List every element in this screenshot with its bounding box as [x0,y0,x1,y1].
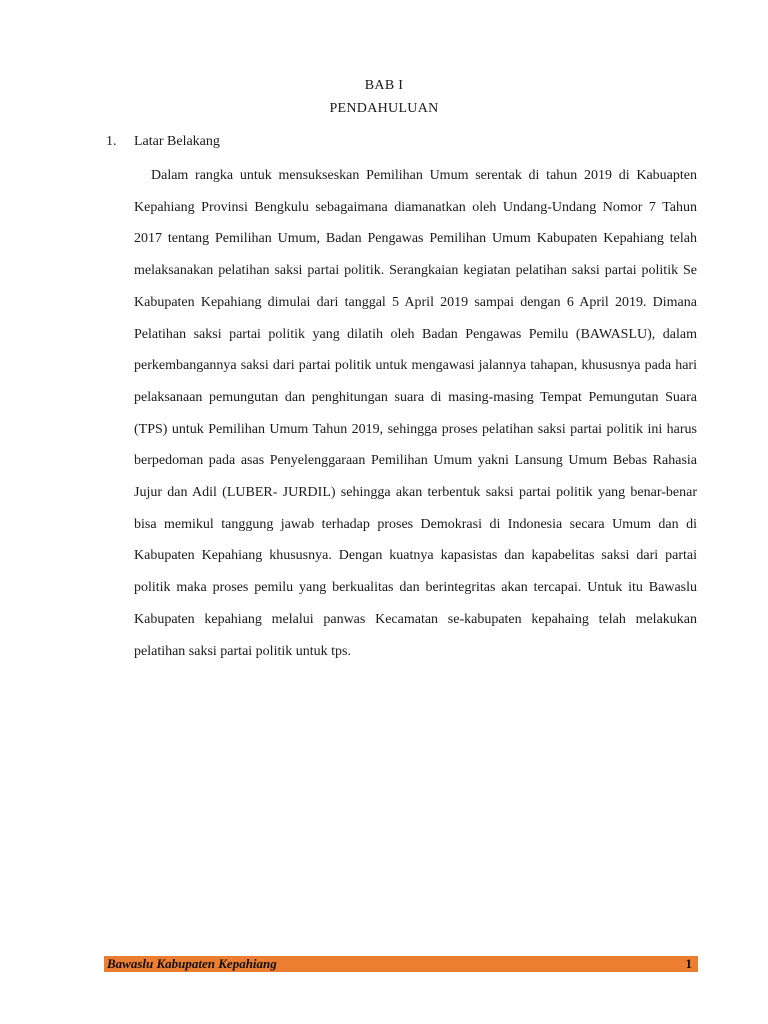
chapter-title: PENDAHULUAN [329,101,439,116]
footer-organization: Bawaslu Kabupaten Kepahiang [107,956,277,971]
body-paragraph: Dalam rangka untuk mensukseskan Pemilihan Umum serentak di tahun 2019 di Kabuapten Kepahiang Provinsi Bengkulu sebagaimana diamanatkan oleh Undang-Undang Nomor 7 Tahun 2017 tentang Pemilihan Umum, Badan Pengawas Pemilihan Umum Kabupaten Kepahiang telah melaksanakan pelatihan saksi partai politik. Serangkaian kegiatan pelatihan saksi partai politik Se Kabupaten Kepahiang dimulai dari tanggal 5 April 2019 sampai dengan 6 April 2019. Dimana Pelatihan saksi partai politik yang dilatih oleh Badan Pengawas Pemilu (BAWASLU), dalam perkembangannya saksi dari partai politik untuk mengawasi jalannya tahapan, khususnya pada hari pelaksanaan pemungutan dan penghitungan suara di masing-masing Tempat Pemungutan Suara (TPS) untuk Pemilihan Umum Tahun 2019, sehingga proses pelatihan saksi partai politik ini harus berpedoman pada asas Penyelenggaraan Pemilihan Umum yakni Lansung Umum Bebas Rahasia Jujur dan Adil (LUBER- JURDIL) sehingga akan terbentuk saksi partai politik yang benar-benar bisa memikul tanggung jawab terhadap proses Demokrasi di Indonesia secara Umum dan di Kabupaten Kepahiang khususnya. Dengan kuatnya kapasistas dan kapabelitas saksi dari partai politik maka proses pemilu yang berkualitas dan berintegritas akan tercapai. Untuk itu Bawaslu Kabupaten kepahiang melalui panwas Kecamatan se-kabupaten kepahaing telah melakukan pelatihan saksi partai politik untuk tps. [134,168,697,659]
section-number: 1. [106,134,117,149]
page-number: 1 [685,956,692,971]
section-title: Latar Belakang [134,134,220,149]
section-heading [106,134,220,150]
chapter-number: BAB I [364,78,404,93]
page-footer [104,956,698,972]
